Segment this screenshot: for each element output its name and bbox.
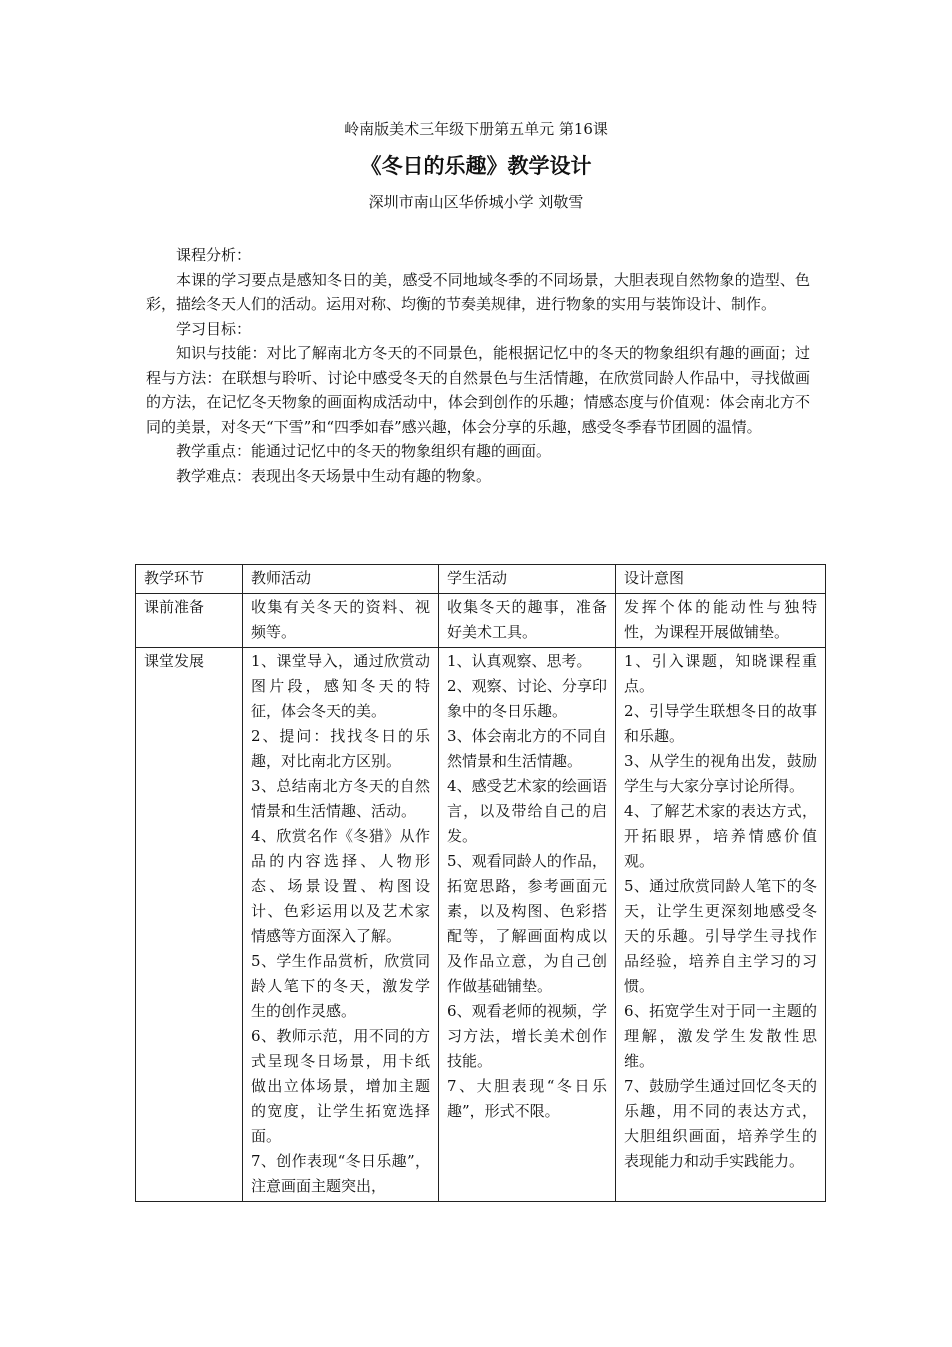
intent-cell xyxy=(616,648,826,1202)
header-cell-stage: 教学环节 xyxy=(136,565,243,594)
student-activity: 6、观看老师的视频，学习方法，增长美术创作技能。 xyxy=(447,1002,607,1070)
teacher-activity: 收集有关冬天的资料、视频等。 xyxy=(251,598,430,641)
goals-text: 知识与技能：对比了解南北方冬天的不同景色，能根据记忆中的冬天的物象组织有趣的画面；过程与方法：在联想与聆听、讨论中感受冬天的自然景色与生活情趣，在欣赏同龄人作品中，寻找做画的方法，在记忆冬天物象的画面构成活动中，体会到创作的乐趣；情感态度与价值观：体会南北方不同的美景，对冬天“下雪”和“四季如春”感兴趣，体会分享的乐趣，感受冬季春节团圆的温情。 xyxy=(146,344,810,436)
key-point: 教学重点：能通过记忆中的冬天的物象组织有趣的画面。 xyxy=(176,442,552,460)
teacher-cell xyxy=(243,648,439,1202)
student-activity: 5、观看同龄人的作品，拓宽思路，参考画面元素，以及构图、色彩搭配等，了解画面构成以及作品立意，为自己创作做基础铺垫。 xyxy=(447,852,607,995)
design-intent: 6、拓宽学生对于同一主题的理解，激发学生发散性思维。 xyxy=(624,1002,817,1070)
teacher-activity: 2、提问：找找冬日的乐趣，对比南北方区别。 xyxy=(251,727,430,770)
student-activity: 1、认真观察、思考。 xyxy=(447,652,592,670)
teacher-activity: 5、学生作品赏析，欣赏同龄人笔下的冬天，激发学生的创作灵感。 xyxy=(251,952,430,1020)
student-activity: 4、感受艺术家的绘画语言，以及带给自己的启发。 xyxy=(447,777,607,845)
student-activity: 收集冬天的趣事，准备好美术工具。 xyxy=(447,598,607,641)
lesson-subtitle: 岭南版美术三年级下册第五单元 第16课 xyxy=(344,120,608,138)
table-header-row xyxy=(136,565,826,594)
student-activity: 3、体会南北方的不同自然情景和生活情趣。 xyxy=(447,727,607,770)
stage-cell: 课前准备 xyxy=(136,594,243,648)
lesson-plan-table xyxy=(135,564,826,1202)
table-row xyxy=(136,594,826,648)
design-intent: 3、从学生的视角出发，鼓励学生与大家分享讨论所得。 xyxy=(624,752,817,795)
design-intent: 4、了解艺术家的表达方式，开拓眼界，培养情感价值观。 xyxy=(624,802,817,870)
header-cell-intent: 设计意图 xyxy=(616,565,826,594)
difficulty: 教学难点：表现出冬天场景中生动有趣的物象。 xyxy=(176,466,492,485)
stage-cell: 课堂发展 xyxy=(136,648,243,1202)
teacher-cell xyxy=(243,594,439,648)
student-activity: 7、大胆表现“冬日乐趣”，形式不限。 xyxy=(447,1077,607,1120)
course-analysis-text: 本课的学习要点是感知冬日的美，感受不同地域冬季的不同场景，大胆表现自然物象的造型、色彩，描绘冬天人们的活动。运用对称、均衡的节奏美规律，进行物象的实用与装饰设计、制作。 xyxy=(146,270,810,313)
table-row xyxy=(136,648,826,1202)
design-intent: 7、鼓励学生通过回忆冬天的乐趣，用不同的表达方式，大胆组织画面，培养学生的表现能力和动手实践能力。 xyxy=(624,1077,817,1170)
teacher-activity: 3、总结南北方冬天的自然情景和生活情趣、活动。 xyxy=(251,777,430,820)
page-title: 《冬日的乐趣》教学设计 xyxy=(360,153,592,178)
student-cell xyxy=(439,594,616,648)
teacher-activity: 6、教师示范，用不同的方式呈现冬日场景，用卡纸做出立体场景，增加主题的宽度，让学生拓宽选择面。 xyxy=(251,1027,430,1145)
course-analysis-label: 课程分析： xyxy=(176,246,252,264)
intent-cell xyxy=(616,594,826,648)
design-intent: 发挥个体的能动性与独特性，为课程开展做铺垫。 xyxy=(624,598,817,641)
teacher-activity: 1、课堂导入，通过欣赏动图片段，感知冬天的特征，体会冬天的美。 xyxy=(251,652,430,720)
header-cell-student: 学生活动 xyxy=(439,565,616,594)
goals-label: 学习目标： xyxy=(176,319,252,338)
author-line: 深圳市南山区华侨城小学 刘敬雪 xyxy=(368,193,584,211)
student-activity: 2、观察、讨论、分享印象中的冬日乐趣。 xyxy=(447,677,607,720)
document-body xyxy=(146,243,810,488)
design-intent: 5、通过欣赏同龄人笔下的冬天，让学生更深刻地感受冬天的乐趣。引导学生寻找作品经验，培养自主学习的习惯。 xyxy=(624,877,817,995)
design-intent: 1、引入课题，知晓课程重点。 xyxy=(624,652,817,695)
teacher-activity: 4、欣赏名作《冬猎》从作品的内容选择、人物形态、场景设置、构图设计、色彩运用以及艺术家情感等方面深入了解。 xyxy=(251,827,430,945)
design-intent: 2、引导学生联想冬日的故事和乐趣。 xyxy=(624,702,817,745)
header-cell-teacher: 教师活动 xyxy=(243,565,439,594)
teacher-activity: 7、创作表现“冬日乐趣”，注意画面主题突出， xyxy=(251,1152,430,1195)
student-cell xyxy=(439,648,616,1202)
